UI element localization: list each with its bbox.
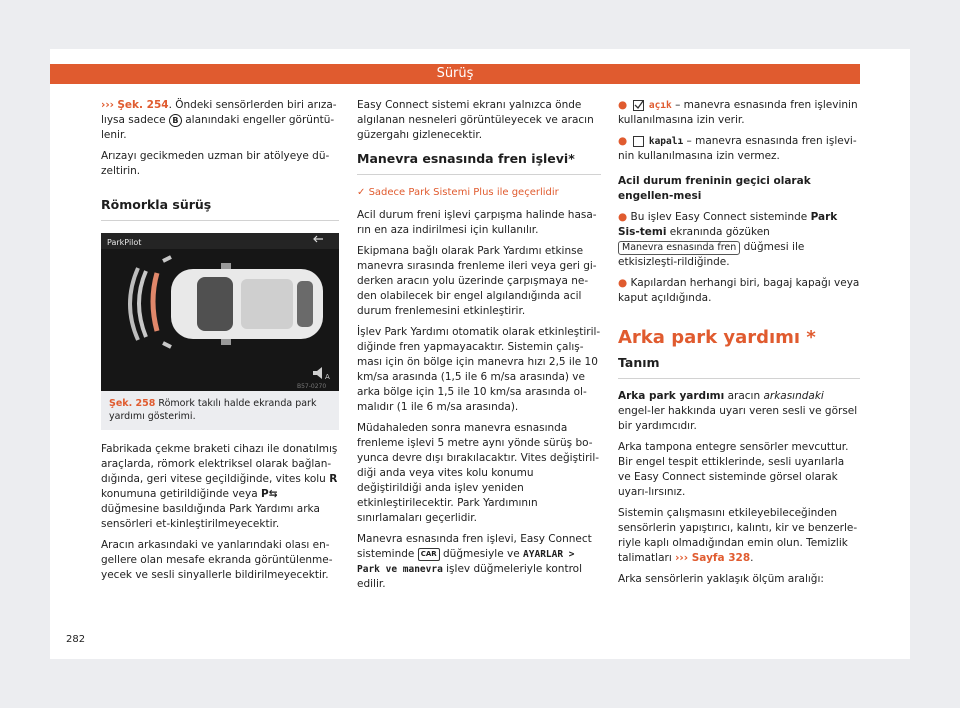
gear-r: R [329,473,338,485]
paragraph-sensors: Arka tampona entegre sensörler mevcuttur. Bir engel tespit ettiklerinde, sesli uyarılarla ve Easy Connect sisteminde görsel olarak uyarı-lırsınız. [618,441,849,498]
bullet-icon: ● [618,211,628,223]
page-link[interactable]: ››› Sayfa 328 [675,552,751,564]
text: – manevra esnasında fren işlevi-nin kullanılmasına izin vermez. [618,135,857,162]
heading-trailer-driving: Römorkla sürüş [101,197,339,221]
paragraph-distance: Aracın arkasındaki ve yanlarındaki olası en-gellere olan mesafe ekranda görüntülenme-yecek ve sesli sinyallerle bildirilmeyecektir. [101,539,333,581]
text: Bu işlev Easy Connect sisteminde [630,211,808,223]
parkpilot-illustration [101,233,339,391]
heading-rear-park-assist: Arka park yardımı * [618,327,816,348]
text: alanındaki engeller görüntü-lenir. [101,114,335,141]
column-3 [618,98,860,593]
term: Arka park yardımı [618,390,725,402]
note-validity [357,185,601,200]
figure-ref-link[interactable]: Şek. 254 [117,99,169,111]
text: Sistemin çalışmasını etkileyebileceğinden sensörlerin yapıştırıcı, kalıntı, kir ve benzerle-riyle kaplı olmadığından emin olun. Temizlik talimatları [618,507,858,564]
car-mirror [221,339,231,345]
text: düğmesi ile etkisizleşti-rildiğinde. [618,241,805,268]
heading-temporary-disable: Acil durum freninin geçici olarak engellen-mesi [618,175,811,202]
paragraph-cleaning [618,506,860,566]
paragraph-easy-connect: Easy Connect sistemi ekranı yalnızca önde algılanan nesneleri görüntüleyecek ve aracın güzergahı gizlenecektir. [357,99,594,141]
column-2 [357,98,601,598]
car-roof [241,279,293,329]
paragraph-equipment: Ekipmana bağlı olarak Park Yardımı etkinse manevra sırasında frenleme ileri veya geri gi-derken aracın yolu üzerinde çarpışmaya ne-den olabilecek bir engel algılandığında acil durum frenlemesini etkinleştirir. [357,245,597,317]
bullet-doors [618,276,860,306]
text: konumuna getirildiğinde veya [101,488,258,500]
paragraph-range: Arka sensörlerin yaklaşık ölçüm aralığı: [618,573,824,585]
caption-ref: Şek. 258 [109,398,156,409]
car-windshield [197,277,233,331]
text: düğmesiyle ve [443,548,520,560]
park-system-label: Park Sis-temi [618,211,838,238]
option-off: kapalı [648,136,684,147]
paragraph-control [357,532,601,592]
note-text: Sadece Park Sistemi Plus ile geçerlidir [368,187,559,198]
menu-path: AYARLAR > Park ve manevra [357,549,575,575]
caption-text: Römork takılı halde ekranda park yardımı gösterimi. [109,398,317,422]
car-rear-window [297,281,313,327]
section-header: Sürüş [50,64,860,84]
parkpilot-screen-figure [101,233,339,391]
heading-definition: Tanım [618,355,860,379]
check-icon: ✓ [357,187,366,198]
paragraph-sensor-fault [101,98,339,143]
text: işlev düğmeleriyle kontrol edilir. [357,563,582,590]
svg-text:A: A [325,373,330,381]
option-on: açık [648,100,672,111]
paragraph-workshop: Arızayı gecikmeden uzman bir atölyeye dü-zeltirin. [101,150,330,177]
screen-title: ParkPilot [107,238,142,247]
checkbox-checked-icon [633,100,644,111]
car-button-icon: CAR [418,548,440,561]
figure-code: B57-0270 [297,383,327,390]
paragraph-definition [618,389,860,434]
heading-maneuver-brake: Manevra esnasında fren işlevi* [357,151,601,175]
bullet-icon: ● [618,135,628,147]
text: . [750,552,754,564]
text: ekranında gözüken [669,226,770,238]
text: Fabrikada çekme braketi cihazı ile donatılmış araçlarda, römork elektriksel olarak bağlan-dığında, geri vitese geçildiğinde, vites kolu [101,443,338,485]
bullet-disable-button [618,210,860,270]
text: aracın [727,390,761,402]
car-mirror [221,263,231,269]
ref-arrows: ››› [101,99,114,111]
page-number: 282 [66,634,86,645]
text: Manevra esnasında fren işlevi, Easy Connect sisteminde [357,533,592,560]
paragraph-emergency-brake: Acil durum freni işlevi çarpışma halinde hasa-rın en aza indirilmesi için kullanılır. [357,209,597,236]
text: engel-ler hakkında uyarı veren sesli ve görsel bir yardımcıdır. [618,405,858,432]
text: . Öndeki sensörlerden biri arıza-lıysa sadece [101,99,337,126]
bullet-icon: ● [618,277,628,289]
paragraph-intervention: Müdahaleden sonra manevra esnasında frenleme işlevi 5 metre aynı yönde sürüş bo-yunca devre dışı bırakılacaktır. Vites değiştiril-diği anda veya vites kolu konumu değiştirildiği anda işlev yeniden etkinleştirilecektir. Park Yardımının sınırlamaları geçerlidir. [357,422,600,524]
column-1 [101,98,339,589]
text: Kapılardan herhangi biri, bagaj kapağı veya kaput açıldığında. [618,277,860,304]
emphasis: arkasındaki [763,390,824,402]
figure-caption [101,391,339,430]
text: düğmesine basıldığında Park Yardımı arka sensörleri et-kinleştirilmeyecektir. [101,503,320,530]
bullet-on [618,98,860,128]
bullet-icon: ● [618,99,628,111]
maneuver-brake-button: Manevra esnasında fren [618,241,740,255]
bullet-off [618,134,860,164]
area-badge: B [169,114,182,127]
text: – manevra esnasında fren işlevinin kullanılmasına izin verir. [618,99,858,126]
paragraph-trailer-hitch [101,442,339,532]
paragraph-speed: İşlev Park Yardımı otomatik olarak etkinleştiril-diğinde fren yapmayacaktır. Sistemin çalış-ması için ön bölge için manevra hızı 2,5 ile 10 km/sa arasında (1,5 ile 6 m/sa arasında) ve arka bölge için 1,5 ile 10 km/sa arasında ol-malıdır (1 ile 6 m/sa arasında). [357,326,601,413]
park-assist-button-icon: P⇆ [261,488,278,500]
checkbox-empty-icon [633,136,644,147]
